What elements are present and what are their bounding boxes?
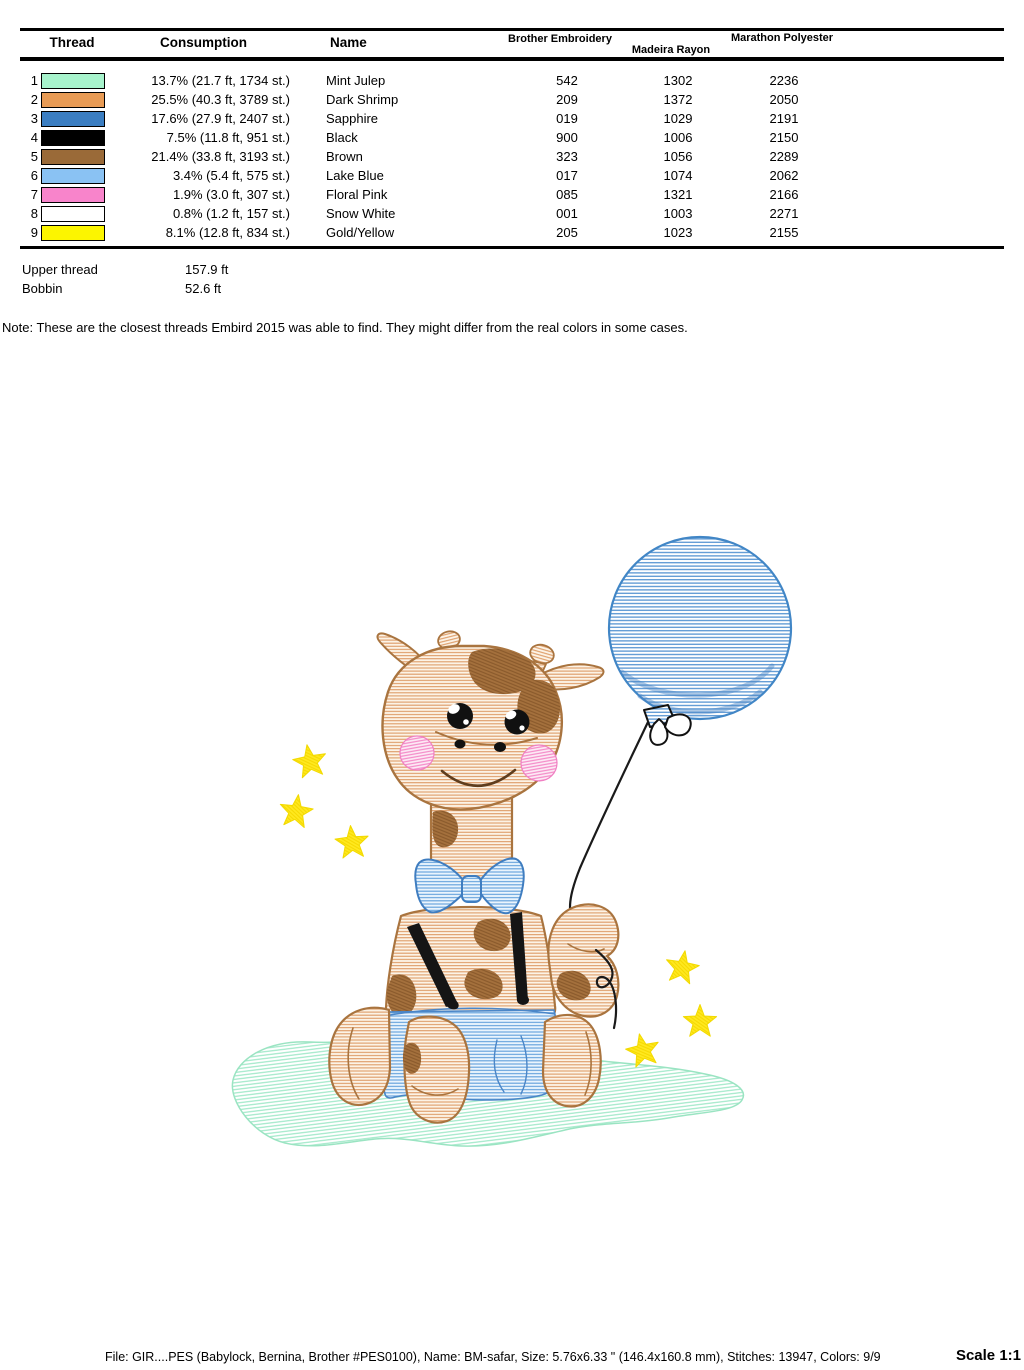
balloon	[609, 537, 791, 745]
col-header-marathon: Marathon Polyester	[730, 32, 834, 44]
thread-name: Black	[326, 130, 358, 145]
madeira-code: 1372	[663, 92, 693, 107]
brother-code: 085	[556, 187, 578, 202]
scale-label: Scale 1:1	[955, 1347, 1021, 1364]
marathon-code: 2191	[769, 111, 799, 126]
giraffe-left-leg	[329, 1008, 390, 1105]
marathon-code: 2155	[769, 225, 799, 240]
madeira-code: 1302	[663, 73, 693, 88]
thread-name: Sapphire	[326, 111, 379, 126]
row-number: 8	[30, 206, 38, 221]
brother-code: 209	[556, 92, 578, 107]
giraffe-left-paw	[403, 1017, 469, 1123]
madeira-code: 1321	[663, 187, 693, 202]
giraffe-right-cheek	[521, 745, 557, 781]
col-header-thread: Thread	[49, 35, 95, 50]
bobbin-value: 52.6 ft	[185, 281, 222, 296]
brother-code: 900	[556, 130, 578, 145]
madeira-code: 1074	[663, 168, 693, 183]
consumption-value: 8.1% (12.8 ft, 834 st.)	[165, 225, 290, 240]
brother-code: 542	[556, 73, 578, 88]
madeira-code: 1003	[663, 206, 693, 221]
madeira-code: 1056	[663, 149, 693, 164]
consumption-value: 21.4% (33.8 ft, 3193 st.)	[151, 149, 290, 164]
balloon-knot-leaf	[665, 714, 691, 735]
thread-name: Lake Blue	[326, 168, 384, 183]
brother-code: 019	[556, 111, 578, 126]
col-header-name: Name	[330, 35, 367, 50]
marathon-code: 2271	[769, 206, 799, 221]
giraffe-nostril	[494, 742, 506, 752]
consumption-value: 3.4% (5.4 ft, 575 st.)	[172, 168, 290, 183]
star	[683, 1005, 716, 1037]
thread-name: Dark Shrimp	[326, 92, 399, 107]
col-header-consumption: Consumption	[160, 35, 247, 50]
madeira-code: 1023	[663, 225, 693, 240]
upper-thread-label: Upper thread	[22, 262, 98, 277]
row-number: 5	[30, 149, 38, 164]
brother-code: 017	[556, 168, 578, 183]
balloon-string	[570, 722, 648, 916]
marathon-code: 2062	[769, 168, 799, 183]
star	[291, 742, 329, 779]
row-number: 3	[30, 111, 38, 126]
upper-thread-value: 157.9 ft	[185, 262, 229, 277]
giraffe	[329, 629, 618, 1123]
star	[278, 792, 315, 828]
star	[623, 1030, 662, 1068]
madeira-code: 1029	[663, 111, 693, 126]
giraffe-nostril	[455, 740, 466, 749]
star	[334, 824, 370, 858]
consumption-value: 25.5% (40.3 ft, 3789 st.)	[151, 92, 290, 107]
thread-name: Mint Julep	[326, 73, 386, 88]
file-info: File: GIR....PES (Babylock, Bernina, Brother #PES0100), Name: BM-safar, Size: 5.76x6.33 " (146.4x160.8 mm), Stitches: 13947, Colors: 9/9	[105, 1350, 881, 1364]
marathon-code: 2150	[769, 130, 799, 145]
star	[663, 948, 701, 985]
row-number: 9	[30, 225, 38, 240]
col-header-madeira: Madeira Rayon	[631, 44, 711, 56]
marathon-code: 2236	[769, 73, 799, 88]
bobbin-label: Bobbin	[22, 281, 63, 296]
consumption-value: 0.8% (1.2 ft, 157 st.)	[172, 206, 290, 221]
row-number: 4	[30, 130, 38, 145]
brother-code: 001	[556, 206, 578, 221]
consumption-value: 1.9% (3.0 ft, 307 st.)	[172, 187, 290, 202]
marathon-code: 2050	[769, 92, 799, 107]
marathon-code: 2289	[769, 149, 799, 164]
thread-name: Floral Pink	[326, 187, 388, 202]
consumption-value: 17.6% (27.9 ft, 2407 st.)	[151, 111, 290, 126]
consumption-value: 7.5% (11.8 ft, 951 st.)	[166, 130, 290, 145]
closest-threads-note: Note: These are the closest threads Embird 2015 was able to find. They might differ from the real colors in some cases.	[2, 320, 688, 335]
row-number: 1	[30, 73, 38, 88]
thread-name: Brown	[326, 149, 363, 164]
giraffe-right-leg	[543, 1015, 601, 1107]
consumption-value: 13.7% (21.7 ft, 1734 st.)	[151, 73, 290, 88]
brother-code: 323	[556, 149, 578, 164]
row-number: 2	[30, 92, 38, 107]
col-header-brother: Brother Embroidery	[508, 33, 612, 45]
giraffe-left-cheek	[400, 736, 434, 770]
thread-name: Gold/Yellow	[326, 225, 395, 240]
marathon-code: 2166	[769, 187, 799, 202]
row-number: 6	[30, 168, 38, 183]
brother-code: 205	[556, 225, 578, 240]
thread-name: Snow White	[326, 206, 396, 221]
row-number: 7	[30, 187, 38, 202]
madeira-code: 1006	[663, 130, 693, 145]
